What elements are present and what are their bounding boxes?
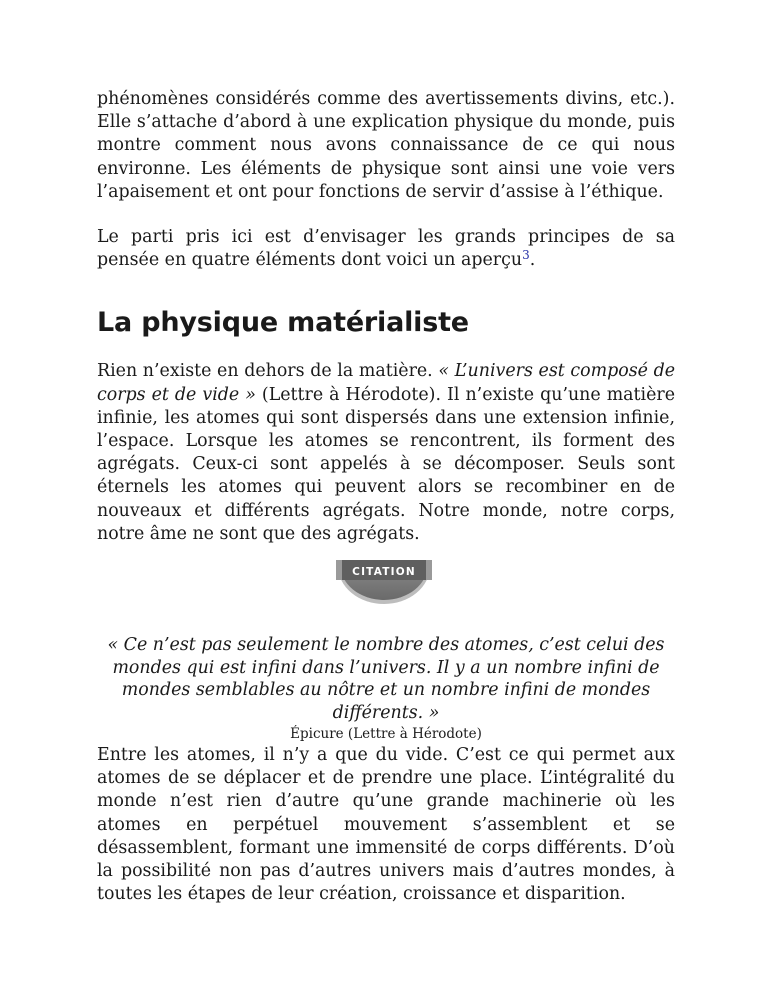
paragraph-matter [97,360,675,546]
paragraph-intro-continuation: phénomènes considérés comme des avertissements divins, etc.). Elle s’attache d’abord à une explication physique du monde, puis montre comment nous avons connaissance de ce qui nous environne. Les éléments de physique sont ainsi une voie vers l’apaisement et ont pour fonctions de servir d’assise à l’éthique. [97,89,675,202]
paragraph-approach-text: Le parti pris ici est d’envisager les grands principes de sa pensée en quatre éléments dont voici un aperçu [97,227,675,271]
paragraph-void: Entre les atomes, il n’y a que du vide. C’est ce qui permet aux atomes de se déplacer et de prendre une place. L’intégralité du monde n’est rien d’autre qu’une grande machinerie où les atomes en perpétuel mouvement s’assemblent et se désassemblent, formant une immensité de corps différents. D’où la possibilité non pas d’autres univers mais d’autres mondes, à toutes les étapes de leur création, croissance et disparition. [97,745,675,905]
paragraph-approach-end: . [529,250,536,271]
page-content [97,88,675,906]
footnote-link-3[interactable]: 3 [522,248,530,263]
citation-source: Épicure (Lettre à Hérodote) [290,726,482,743]
paragraph-approach [97,226,675,272]
section-heading: La physique matérialiste [97,307,469,339]
inline-quote: « L’univers est composé de corps et de vide » [97,361,675,405]
citation-badge-label: CITATION [352,566,416,579]
paragraph-matter-rest: (Lettre à Hérodote). Il n’existe qu’une matière infinie, les atomes qui sont dispersés dans une extension infinie, l’espace. Lorsque les atomes se rencontrent, ils forment des agrégats. Ceux-ci sont appelés à se décomposer. Seuls sont éternels les atomes qui peuvent alors se recombiner en de nouveaux et différents agrégats. Notre monde, notre corps, notre âme ne sont que des agrégats. [97,384,675,544]
citation-badge [97,558,675,616]
citation-quote: « Ce n’est pas seulement le nombre des atomes, c’est celui des mondes qui est infini dans l’univers. Il y a un nombre infini de mondes semblables au nôtre et un nombre infini de mondes différents. » [107,635,665,723]
paragraph-matter-intro: Rien n’existe en dehors de la matière. [97,361,439,382]
